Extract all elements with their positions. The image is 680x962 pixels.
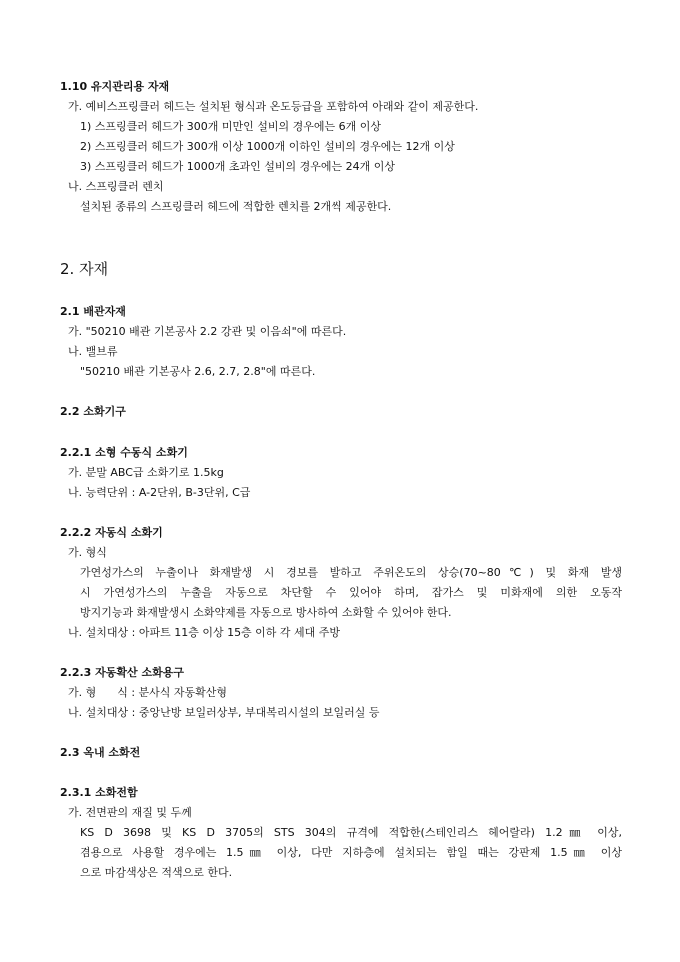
section-heading-2-2: 2.2 소화기구 [60, 405, 126, 418]
item-na: 나. 능력단위 : A-2단위, B-3단위, C급 [68, 486, 251, 499]
chapter-heading-2: 2. 자재 [60, 260, 109, 278]
paragraph-line: 방지기능과 화재발생시 소화약제를 자동으로 방사하여 소화할 수 있어야 한다. [80, 606, 452, 619]
section-heading-2-2-3: 2.2.3 자동확산 소화용구 [60, 666, 184, 679]
list-item: 3) 스프링클러 헤드가 1000개 초과인 설비의 경우에는 24개 이상 [80, 160, 396, 173]
section-heading-2-3-1: 2.3.1 소화전함 [60, 786, 138, 799]
section-heading-1-10: 1.10 유지관리용 자재 [60, 80, 170, 93]
paragraph-line: 가연성가스의 누출이나 화재발생 시 경보를 발하고 주위온도의 상승(70~80℃) 및 화재 발생 [80, 566, 622, 579]
item-ga: 가. 전면판의 재질 및 두께 [68, 806, 192, 819]
list-item: 1) 스프링클러 헤드가 300개 미만인 설비의 경우에는 6개 이상 [80, 120, 382, 133]
item-ga: 가. 분말 ABC급 소화기로 1.5kg [68, 466, 224, 479]
section-heading-2-2-1: 2.2.1 소형 수동식 소화기 [60, 446, 188, 459]
item-na: 나. 설치대상 : 중앙난방 보일러상부, 부대복리시설의 보일러실 등 [68, 706, 380, 719]
section-heading-2-3: 2.3 옥내 소화전 [60, 746, 141, 759]
item-ga: 가. 형식 [68, 546, 107, 559]
item-body: "50210 배관 기본공사 2.6, 2.7, 2.8"에 따른다. [80, 365, 316, 378]
item-ga: 가. 예비스프링클러 헤드는 설치된 형식과 온도등급을 포함하여 아래와 같이 제공한다. [68, 100, 479, 113]
item-ga: 가. 형 식 : 분사식 자동확산형 [68, 686, 228, 699]
item-ga: 가. "50210 배관 기본공사 2.2 강관 및 이음쇠"에 따른다. [68, 325, 347, 338]
paragraph-line: 겸용으로 사용할 경우에는 1.5㎜ 이상, 다만 지하층에 설치되는 함일 때는 강판제 1.5㎜ 이상 [80, 846, 622, 859]
list-item: 2) 스프링클러 헤드가 300개 이상 1000개 이하인 설비의 경우에는 12개 이상 [80, 140, 455, 153]
section-heading-2-2-2: 2.2.2 자동식 소화기 [60, 526, 163, 539]
item-na: 나. 스프링클러 렌치 [68, 180, 164, 193]
section-heading-2-1: 2.1 배관자재 [60, 305, 126, 318]
paragraph-line: 시 가연성가스의 누출을 자동으로 차단할 수 있어야 하며, 잡가스 및 미화재에 의한 오동작 [80, 586, 622, 599]
paragraph-line: 으로 마감색상은 적색으로 한다. [80, 866, 233, 879]
item-na: 나. 밸브류 [68, 345, 118, 358]
item-na: 나. 설치대상 : 아파트 11층 이상 15층 이하 각 세대 주방 [68, 626, 341, 639]
item-body: 설치된 종류의 스프링클러 헤드에 적합한 렌치를 2개씩 제공한다. [80, 200, 392, 213]
paragraph-line: KS D 3698 및 KS D 3705의 STS 304의 규격에 적합한(스테인리스 헤어랄라) 1.2㎜ 이상, [80, 826, 622, 839]
